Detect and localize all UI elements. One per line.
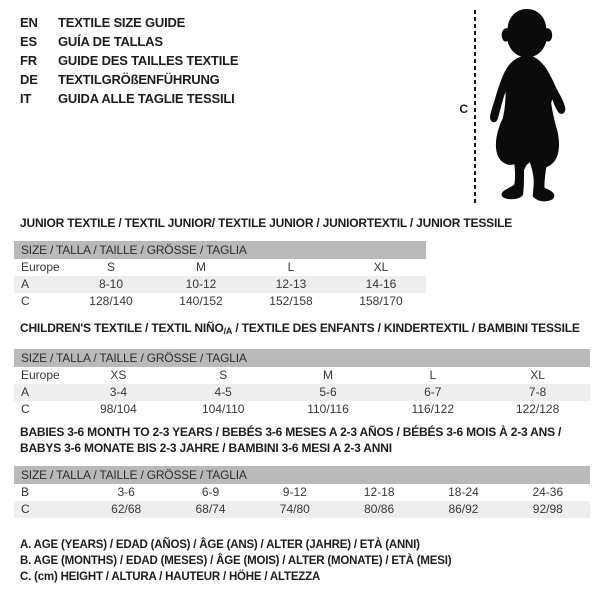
size-cell: 128/140 xyxy=(89,294,133,308)
size-cell: 110/116 xyxy=(307,402,349,416)
language-code: ES xyxy=(20,34,37,49)
table-row xyxy=(14,401,590,418)
children-size-table xyxy=(14,349,590,418)
size-cell: 5-6 xyxy=(319,385,337,399)
language-code: DE xyxy=(20,72,38,87)
size-cell: S xyxy=(106,260,115,274)
size-cell: 6-9 xyxy=(201,485,220,499)
row-label: Europe xyxy=(21,368,60,382)
size-cell: L xyxy=(287,260,295,274)
legend-line-b: B. AGE (MONTHS) / EDAD (MESES) / ÂGE (MOIS) / ALTER (MONATE) / ETÀ (MESI) xyxy=(20,555,452,567)
language-row xyxy=(20,32,238,51)
size-cell: 98/104 xyxy=(100,402,137,416)
size-header-band: SIZE / TALLA / TAILLE / GRÖSSE / TAGLIA xyxy=(14,241,426,259)
language-row xyxy=(20,89,238,108)
size-cell: 6-7 xyxy=(424,385,442,399)
language-row xyxy=(20,13,238,32)
size-cell: 152/158 xyxy=(269,294,313,308)
size-cell: M xyxy=(196,260,206,274)
children-section-title xyxy=(20,321,580,336)
size-cell: 104/110 xyxy=(201,402,245,416)
size-cell: 68/74 xyxy=(195,502,226,516)
size-header-band: SIZE / TALLA / TAILLE / GRÖSSE / TAGLIA xyxy=(14,466,590,484)
measurement-legend xyxy=(20,537,451,585)
size-cell: 116/122 xyxy=(411,402,455,416)
size-cell: 10-12 xyxy=(185,277,217,291)
children-title-text: / TEXTILE DES ENFANTS / KINDERTEXTIL / BAMBINI TESSILE xyxy=(232,321,580,335)
legend-line-a: A. AGE (YEARS) / EDAD (AÑOS) / ÂGE (ANS) / ALTER (JAHRE) / ETÀ (ANNI) xyxy=(20,539,420,551)
language-code: EN xyxy=(20,15,38,30)
size-cell: 3-6 xyxy=(117,485,135,499)
language-label: TEXTILE SIZE GUIDE xyxy=(58,15,186,30)
size-cell: 7-8 xyxy=(528,385,547,399)
size-cell: 4-5 xyxy=(214,385,232,399)
size-cell: L xyxy=(429,368,437,382)
size-cell: 122/128 xyxy=(515,402,560,416)
babies-size-table xyxy=(14,466,590,518)
size-cell: 158/170 xyxy=(359,294,403,308)
size-cell: M xyxy=(322,368,333,382)
size-cell: XS xyxy=(110,368,127,382)
language-label: GUIDA ALLE TAGLIE TESSILI xyxy=(58,91,235,106)
size-cell: 3-4 xyxy=(109,385,128,399)
table-row xyxy=(14,501,590,518)
table-row xyxy=(14,384,590,401)
table-row xyxy=(14,259,426,276)
size-cell: 24-36 xyxy=(532,485,564,499)
junior-size-table xyxy=(14,241,426,310)
size-cell: 74/80 xyxy=(279,502,310,516)
babies-title-line1: BABIES 3-6 MONTH TO 2-3 YEARS / BEBÉS 3-6 MESES A 2-3 AÑOS / BÉBÉS 3-6 MOIS À 2-3 ANS / xyxy=(20,425,562,439)
height-dashed-line xyxy=(474,10,476,206)
language-code: IT xyxy=(20,91,32,106)
table-row xyxy=(14,276,426,293)
language-guide xyxy=(20,13,238,108)
table-row xyxy=(14,484,590,501)
language-row xyxy=(20,70,238,89)
size-header-band: SIZE / TALLA / TAILLE / GRÖSSE / TAGLIA xyxy=(14,349,590,367)
size-cell: XL xyxy=(373,260,389,274)
height-marker-label: C xyxy=(459,102,468,116)
size-cell: 9-12 xyxy=(282,485,307,499)
babies-section-title xyxy=(20,424,561,456)
size-cell: 12-18 xyxy=(363,485,395,499)
size-cell: 12-13 xyxy=(275,277,307,291)
size-cell: 18-24 xyxy=(448,485,479,499)
size-cell: 8-10 xyxy=(98,277,124,291)
size-cell: XL xyxy=(530,368,545,382)
size-cell: 62/68 xyxy=(111,502,142,516)
row-label: A xyxy=(21,385,30,399)
babies-title-line2: BABYS 3-6 MONATE BIS 2-3 JAHRE / BAMBINI 3-6 MESI A 2-3 ANNI xyxy=(20,441,392,455)
row-label: B xyxy=(21,485,30,499)
legend-line-c: C. (cm) HEIGHT / ALTURA / HAUTEUR / HÖHE / ALTEZZA xyxy=(20,571,321,583)
toddler-silhouette-image xyxy=(484,8,566,206)
language-label: GUÍA DE TALLAS xyxy=(58,34,163,49)
size-cell: 140/152 xyxy=(179,294,223,308)
language-code: FR xyxy=(20,53,37,68)
row-label: C xyxy=(21,502,30,516)
language-label: TEXTILGRÖßENFÜHRUNG xyxy=(58,72,220,87)
row-label: C xyxy=(21,294,30,308)
table-row xyxy=(14,293,426,310)
junior-section-title: JUNIOR TEXTILE / TEXTIL JUNIOR/ TEXTILE JUNIOR / JUNIORTEXTIL / JUNIOR TESSILE xyxy=(20,216,513,230)
size-cell: S xyxy=(219,368,228,382)
size-cell: 80/86 xyxy=(364,502,395,516)
size-cell: 92/98 xyxy=(532,502,563,516)
row-label: A xyxy=(21,277,30,291)
table-row xyxy=(14,367,590,384)
row-label: Europe xyxy=(21,260,60,274)
children-title-subscript: /A xyxy=(223,326,233,336)
row-label: C xyxy=(21,402,30,416)
language-label: GUIDE DES TAILLES TEXTILE xyxy=(58,53,239,68)
children-title-text: CHILDREN'S TEXTILE / TEXTIL NIÑO xyxy=(20,321,224,335)
size-cell: 86/92 xyxy=(448,502,479,516)
language-row xyxy=(20,51,238,70)
size-cell: 14-16 xyxy=(365,277,397,291)
